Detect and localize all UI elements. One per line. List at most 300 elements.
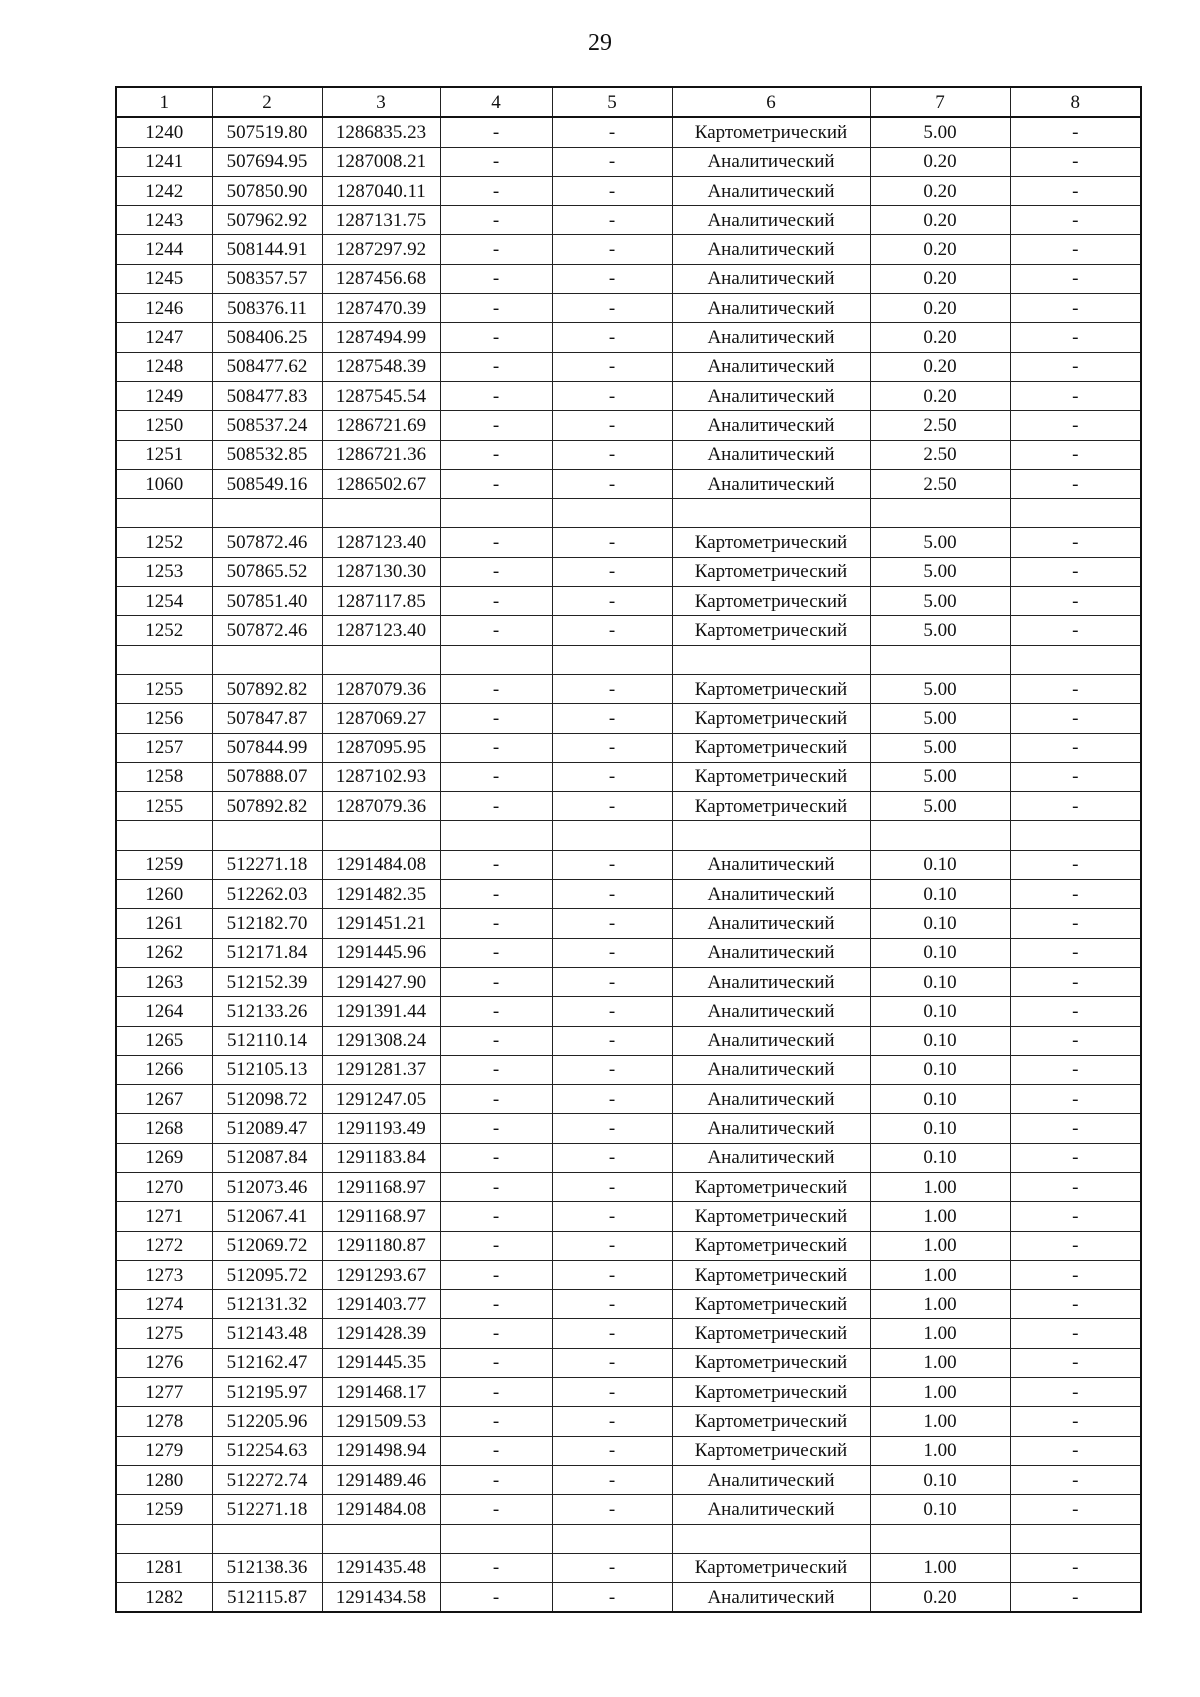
table-cell: 508477.62	[212, 352, 322, 381]
table-cell: 5.00	[870, 733, 1010, 762]
table-cell	[672, 821, 870, 850]
table-row	[116, 1319, 1141, 1348]
table-cell: 0.10	[870, 880, 1010, 909]
table-cell: -	[440, 616, 552, 645]
table-cell	[1010, 1524, 1141, 1553]
table-cell: -	[552, 1231, 672, 1260]
table-cell: -	[552, 1348, 672, 1377]
table-cell: -	[1010, 1553, 1141, 1582]
table-cell: Аналитический	[672, 967, 870, 996]
table-cell: -	[1010, 1172, 1141, 1201]
table-cell: -	[552, 674, 672, 703]
table-row	[116, 411, 1141, 440]
table-cell: 1287079.36	[322, 792, 440, 821]
table-cell: 1291293.67	[322, 1260, 440, 1289]
table-cell: 5.00	[870, 557, 1010, 586]
table-cell	[116, 645, 212, 674]
table-cell: 1286721.69	[322, 411, 440, 440]
table-cell: 1291428.39	[322, 1319, 440, 1348]
table-row	[116, 1495, 1141, 1524]
table-cell: 0.20	[870, 323, 1010, 352]
table-cell: 1287297.92	[322, 235, 440, 264]
table-cell: 1287123.40	[322, 616, 440, 645]
table-cell: 512152.39	[212, 967, 322, 996]
table-cell: -	[1010, 1583, 1141, 1613]
table-cell: 1272	[116, 1231, 212, 1260]
table-cell: 1287545.54	[322, 381, 440, 410]
table-cell: -	[440, 1553, 552, 1582]
table-cell: -	[1010, 909, 1141, 938]
table-cell: Аналитический	[672, 880, 870, 909]
table-row	[116, 1143, 1141, 1172]
table-cell: 1259	[116, 850, 212, 879]
table-cell: 1287102.93	[322, 762, 440, 791]
table-row	[116, 323, 1141, 352]
table-cell	[440, 1524, 552, 1553]
table-cell: -	[552, 1319, 672, 1348]
table-cell: 512095.72	[212, 1260, 322, 1289]
table-cell	[672, 1524, 870, 1553]
table-cell: 0.10	[870, 1465, 1010, 1494]
table-cell: -	[552, 792, 672, 821]
table-cell: Картометрический	[672, 1260, 870, 1289]
table-cell: 1268	[116, 1114, 212, 1143]
table-cell: 507519.80	[212, 117, 322, 147]
table-cell: 507888.07	[212, 762, 322, 791]
table-row	[116, 235, 1141, 264]
table-cell: 1276	[116, 1348, 212, 1377]
table-cell: -	[440, 411, 552, 440]
table-cell: 512089.47	[212, 1114, 322, 1143]
table-cell: Аналитический	[672, 147, 870, 176]
table-cell	[552, 821, 672, 850]
table-cell: Аналитический	[672, 1085, 870, 1114]
table-cell: 1287456.68	[322, 264, 440, 293]
table-cell: -	[552, 1085, 672, 1114]
table-cell: 512069.72	[212, 1231, 322, 1260]
column-header-6: 6	[672, 87, 870, 117]
table-cell: Аналитический	[672, 1026, 870, 1055]
table-cell: 508406.25	[212, 323, 322, 352]
table-cell: Аналитический	[672, 323, 870, 352]
table-cell: Картометрический	[672, 1231, 870, 1260]
table-cell: 512115.87	[212, 1583, 322, 1613]
table-cell: -	[1010, 938, 1141, 967]
table-cell: 512205.96	[212, 1407, 322, 1436]
table-cell: 1250	[116, 411, 212, 440]
table-cell: 0.10	[870, 850, 1010, 879]
table-row	[116, 938, 1141, 967]
table-cell: Аналитический	[672, 938, 870, 967]
table-cell: -	[1010, 1055, 1141, 1084]
table-cell: 0.10	[870, 1026, 1010, 1055]
table-cell: 5.00	[870, 528, 1010, 557]
table-cell: 0.10	[870, 909, 1010, 938]
table-cell: -	[440, 206, 552, 235]
table-cell: -	[440, 909, 552, 938]
table-cell: 1279	[116, 1436, 212, 1465]
table-cell: 507851.40	[212, 587, 322, 616]
table-cell: -	[1010, 1202, 1141, 1231]
table-cell	[870, 821, 1010, 850]
table-cell: 0.20	[870, 235, 1010, 264]
table-cell	[870, 499, 1010, 528]
table-cell: -	[1010, 323, 1141, 352]
table-cell: 5.00	[870, 792, 1010, 821]
table-cell: -	[552, 147, 672, 176]
table-body	[116, 117, 1141, 1612]
table-cell: -	[1010, 1114, 1141, 1143]
table-cell: 0.20	[870, 294, 1010, 323]
table-cell	[116, 821, 212, 850]
table-row	[116, 176, 1141, 205]
table-cell: 5.00	[870, 704, 1010, 733]
table-cell: 1287494.99	[322, 323, 440, 352]
table-cell: Картометрический	[672, 1202, 870, 1231]
table-cell: 1267	[116, 1085, 212, 1114]
table-cell: Картометрический	[672, 674, 870, 703]
table-cell: -	[440, 294, 552, 323]
table-cell: 1244	[116, 235, 212, 264]
table-cell: 1263	[116, 967, 212, 996]
table-cell: 512138.36	[212, 1553, 322, 1582]
table-cell: 512067.41	[212, 1202, 322, 1231]
table-cell: 508376.11	[212, 294, 322, 323]
table-cell: -	[1010, 352, 1141, 381]
table-cell: -	[440, 1055, 552, 1084]
table-cell: Аналитический	[672, 352, 870, 381]
table-row	[116, 880, 1141, 909]
table-cell: -	[1010, 674, 1141, 703]
table-cell: -	[440, 1495, 552, 1524]
table-cell: -	[440, 792, 552, 821]
table-cell: Картометрический	[672, 1378, 870, 1407]
table-cell: 1291498.94	[322, 1436, 440, 1465]
table-cell: -	[552, 557, 672, 586]
table-cell: -	[440, 1114, 552, 1143]
table-cell: -	[552, 967, 672, 996]
table-cell: -	[440, 1026, 552, 1055]
table-cell: -	[440, 1436, 552, 1465]
table-cell: Аналитический	[672, 469, 870, 498]
table-cell: -	[440, 762, 552, 791]
column-header-8: 8	[1010, 87, 1141, 117]
table-row	[116, 528, 1141, 557]
table-cell: 1255	[116, 792, 212, 821]
table-cell: -	[1010, 264, 1141, 293]
table-cell: Картометрический	[672, 528, 870, 557]
table-cell	[1010, 821, 1141, 850]
column-header-5: 5	[552, 87, 672, 117]
table-cell: -	[440, 528, 552, 557]
table-cell: 5.00	[870, 587, 1010, 616]
table-cell: 1282	[116, 1583, 212, 1613]
table-cell: 1291451.21	[322, 909, 440, 938]
table-cell: -	[1010, 1319, 1141, 1348]
table-cell: -	[1010, 528, 1141, 557]
table-cell: 512171.84	[212, 938, 322, 967]
table-row	[116, 1436, 1141, 1465]
table-cell: 507872.46	[212, 528, 322, 557]
table-cell: Аналитический	[672, 381, 870, 410]
table-cell: 1286502.67	[322, 469, 440, 498]
table-cell: -	[552, 1465, 672, 1494]
table-cell: 1240	[116, 117, 212, 147]
table-cell: Аналитический	[672, 1495, 870, 1524]
table-row	[116, 762, 1141, 791]
table-cell: -	[440, 440, 552, 469]
table-cell: 1262	[116, 938, 212, 967]
table-cell: -	[552, 1436, 672, 1465]
table-cell: 1257	[116, 733, 212, 762]
table-cell: -	[552, 381, 672, 410]
table-cell: Аналитический	[672, 294, 870, 323]
table-cell: 1.00	[870, 1290, 1010, 1319]
table-cell: -	[552, 938, 672, 967]
table-cell: Картометрический	[672, 762, 870, 791]
table-cell: -	[552, 1055, 672, 1084]
table-cell: -	[1010, 206, 1141, 235]
table-cell: -	[440, 1202, 552, 1231]
table-cell: 512182.70	[212, 909, 322, 938]
table-cell: 1275	[116, 1319, 212, 1348]
table-cell: 0.20	[870, 206, 1010, 235]
table-cell: -	[1010, 1348, 1141, 1377]
table-cell: -	[440, 176, 552, 205]
table-cell: 1287131.75	[322, 206, 440, 235]
table-cell: -	[552, 469, 672, 498]
table-row	[116, 821, 1141, 850]
table-cell: 1291183.84	[322, 1143, 440, 1172]
column-header-1: 1	[116, 87, 212, 117]
table-cell: 0.10	[870, 1114, 1010, 1143]
table-cell: 1247	[116, 323, 212, 352]
table-cell: 1.00	[870, 1378, 1010, 1407]
table-row	[116, 645, 1141, 674]
table-cell: 507962.92	[212, 206, 322, 235]
table-cell: 1287117.85	[322, 587, 440, 616]
table-cell: -	[440, 117, 552, 147]
table-cell: -	[1010, 176, 1141, 205]
table-cell: Аналитический	[672, 1465, 870, 1494]
table-cell: -	[440, 850, 552, 879]
table-cell	[552, 645, 672, 674]
table-cell: 508477.83	[212, 381, 322, 410]
table-cell: -	[552, 1172, 672, 1201]
table-cell: 507892.82	[212, 674, 322, 703]
table-cell: 2.50	[870, 411, 1010, 440]
table-cell: -	[440, 1465, 552, 1494]
table-cell	[1010, 499, 1141, 528]
table-cell: 512254.63	[212, 1436, 322, 1465]
table-cell: 1270	[116, 1172, 212, 1201]
table-row	[116, 997, 1141, 1026]
table-cell: -	[552, 587, 672, 616]
table-cell: 2.50	[870, 469, 1010, 498]
table-cell: -	[1010, 1143, 1141, 1172]
table-cell: 1.00	[870, 1407, 1010, 1436]
table-cell: 1259	[116, 1495, 212, 1524]
table-cell: 1291445.96	[322, 938, 440, 967]
table-cell: -	[1010, 616, 1141, 645]
table-cell: 512073.46	[212, 1172, 322, 1201]
table-cell: -	[440, 1407, 552, 1436]
table-cell: 0.20	[870, 264, 1010, 293]
table-cell: -	[552, 1583, 672, 1613]
table-cell: 1242	[116, 176, 212, 205]
table-cell: 0.20	[870, 1583, 1010, 1613]
table-cell: -	[552, 762, 672, 791]
table-cell: 1249	[116, 381, 212, 410]
table-cell: -	[1010, 704, 1141, 733]
table-cell: 1287079.36	[322, 674, 440, 703]
column-header-2: 2	[212, 87, 322, 117]
table-cell: -	[440, 1583, 552, 1613]
table-cell: -	[1010, 1085, 1141, 1114]
table-cell: Картометрический	[672, 704, 870, 733]
table-cell: -	[440, 880, 552, 909]
table-cell: -	[552, 997, 672, 1026]
table-row	[116, 557, 1141, 586]
table-cell: 508532.85	[212, 440, 322, 469]
table-cell: 1245	[116, 264, 212, 293]
table-row	[116, 117, 1141, 147]
table-cell: -	[1010, 557, 1141, 586]
table-cell: -	[440, 1231, 552, 1260]
table-cell: 512262.03	[212, 880, 322, 909]
table-row	[116, 1583, 1141, 1613]
table-cell: 1255	[116, 674, 212, 703]
table-cell: -	[1010, 1260, 1141, 1289]
table-cell	[212, 821, 322, 850]
table-cell	[672, 645, 870, 674]
table-cell: -	[440, 674, 552, 703]
page-number: 29	[588, 30, 612, 56]
table-cell: -	[440, 264, 552, 293]
table-row	[116, 967, 1141, 996]
table-cell	[870, 645, 1010, 674]
table-cell: -	[552, 1553, 672, 1582]
table-cell: 512271.18	[212, 1495, 322, 1524]
table-cell: 1291193.49	[322, 1114, 440, 1143]
table-row	[116, 1085, 1141, 1114]
table-row	[116, 1465, 1141, 1494]
table-cell	[440, 645, 552, 674]
table-cell	[322, 499, 440, 528]
table-cell: 1287095.95	[322, 733, 440, 762]
table-cell: -	[440, 147, 552, 176]
table-cell: 1.00	[870, 1231, 1010, 1260]
table-cell: 1287548.39	[322, 352, 440, 381]
table-row	[116, 206, 1141, 235]
table-row	[116, 294, 1141, 323]
table-cell: -	[440, 1290, 552, 1319]
table-cell: 512110.14	[212, 1026, 322, 1055]
table-cell: -	[552, 880, 672, 909]
table-row	[116, 1172, 1141, 1201]
table-cell: 512133.26	[212, 997, 322, 1026]
table-row	[116, 1407, 1141, 1436]
table-row	[116, 792, 1141, 821]
table-cell: -	[440, 938, 552, 967]
table-cell: 1291247.05	[322, 1085, 440, 1114]
table-row	[116, 616, 1141, 645]
table-cell: 1280	[116, 1465, 212, 1494]
table-cell: -	[552, 909, 672, 938]
table-cell: 507844.99	[212, 733, 322, 762]
table-cell: -	[440, 704, 552, 733]
table-cell: -	[440, 997, 552, 1026]
table-cell: 1291484.08	[322, 850, 440, 879]
table-cell: 1291434.58	[322, 1583, 440, 1613]
table-cell: -	[440, 557, 552, 586]
table-cell: 1287130.30	[322, 557, 440, 586]
table-cell: -	[552, 1026, 672, 1055]
table-cell: Аналитический	[672, 1583, 870, 1613]
table-cell	[212, 1524, 322, 1553]
table-cell: 512272.74	[212, 1465, 322, 1494]
table-cell: 507865.52	[212, 557, 322, 586]
table-cell: 1060	[116, 469, 212, 498]
coordinates-table	[115, 86, 1142, 1613]
table-cell: 0.20	[870, 352, 1010, 381]
table-row	[116, 264, 1141, 293]
table-row	[116, 674, 1141, 703]
table-cell: -	[440, 587, 552, 616]
table-cell: 1291308.24	[322, 1026, 440, 1055]
table-cell: 1291445.35	[322, 1348, 440, 1377]
table-cell	[552, 1524, 672, 1553]
column-header-7: 7	[870, 87, 1010, 117]
table-cell: 1287069.27	[322, 704, 440, 733]
table-cell: 1291468.17	[322, 1378, 440, 1407]
table-cell: 5.00	[870, 762, 1010, 791]
table-cell: Картометрический	[672, 1348, 870, 1377]
table-cell: Аналитический	[672, 440, 870, 469]
table-cell: 0.10	[870, 997, 1010, 1026]
table-cell: -	[1010, 235, 1141, 264]
table-cell: -	[440, 323, 552, 352]
table-row	[116, 704, 1141, 733]
table-cell: -	[552, 1114, 672, 1143]
table-cell: -	[440, 352, 552, 381]
table-cell: -	[1010, 469, 1141, 498]
table-cell: -	[1010, 294, 1141, 323]
column-header-4: 4	[440, 87, 552, 117]
table-cell: -	[440, 967, 552, 996]
table-cell: -	[1010, 762, 1141, 791]
table-cell: -	[1010, 1290, 1141, 1319]
table-cell: -	[440, 733, 552, 762]
table-cell	[1010, 645, 1141, 674]
table-cell	[212, 645, 322, 674]
table-row	[116, 1231, 1141, 1260]
table-cell: Аналитический	[672, 850, 870, 879]
table-cell: 1269	[116, 1143, 212, 1172]
table-cell: 508537.24	[212, 411, 322, 440]
table-cell: 1.00	[870, 1348, 1010, 1377]
table-cell: 1291482.35	[322, 880, 440, 909]
table-cell	[322, 645, 440, 674]
table-row	[116, 499, 1141, 528]
table-cell: -	[1010, 381, 1141, 410]
table-cell: -	[1010, 440, 1141, 469]
table-cell: Картометрический	[672, 1172, 870, 1201]
table-row	[116, 587, 1141, 616]
table-cell: Картометрический	[672, 587, 870, 616]
table-row	[116, 1553, 1141, 1582]
table-cell: 512195.97	[212, 1378, 322, 1407]
